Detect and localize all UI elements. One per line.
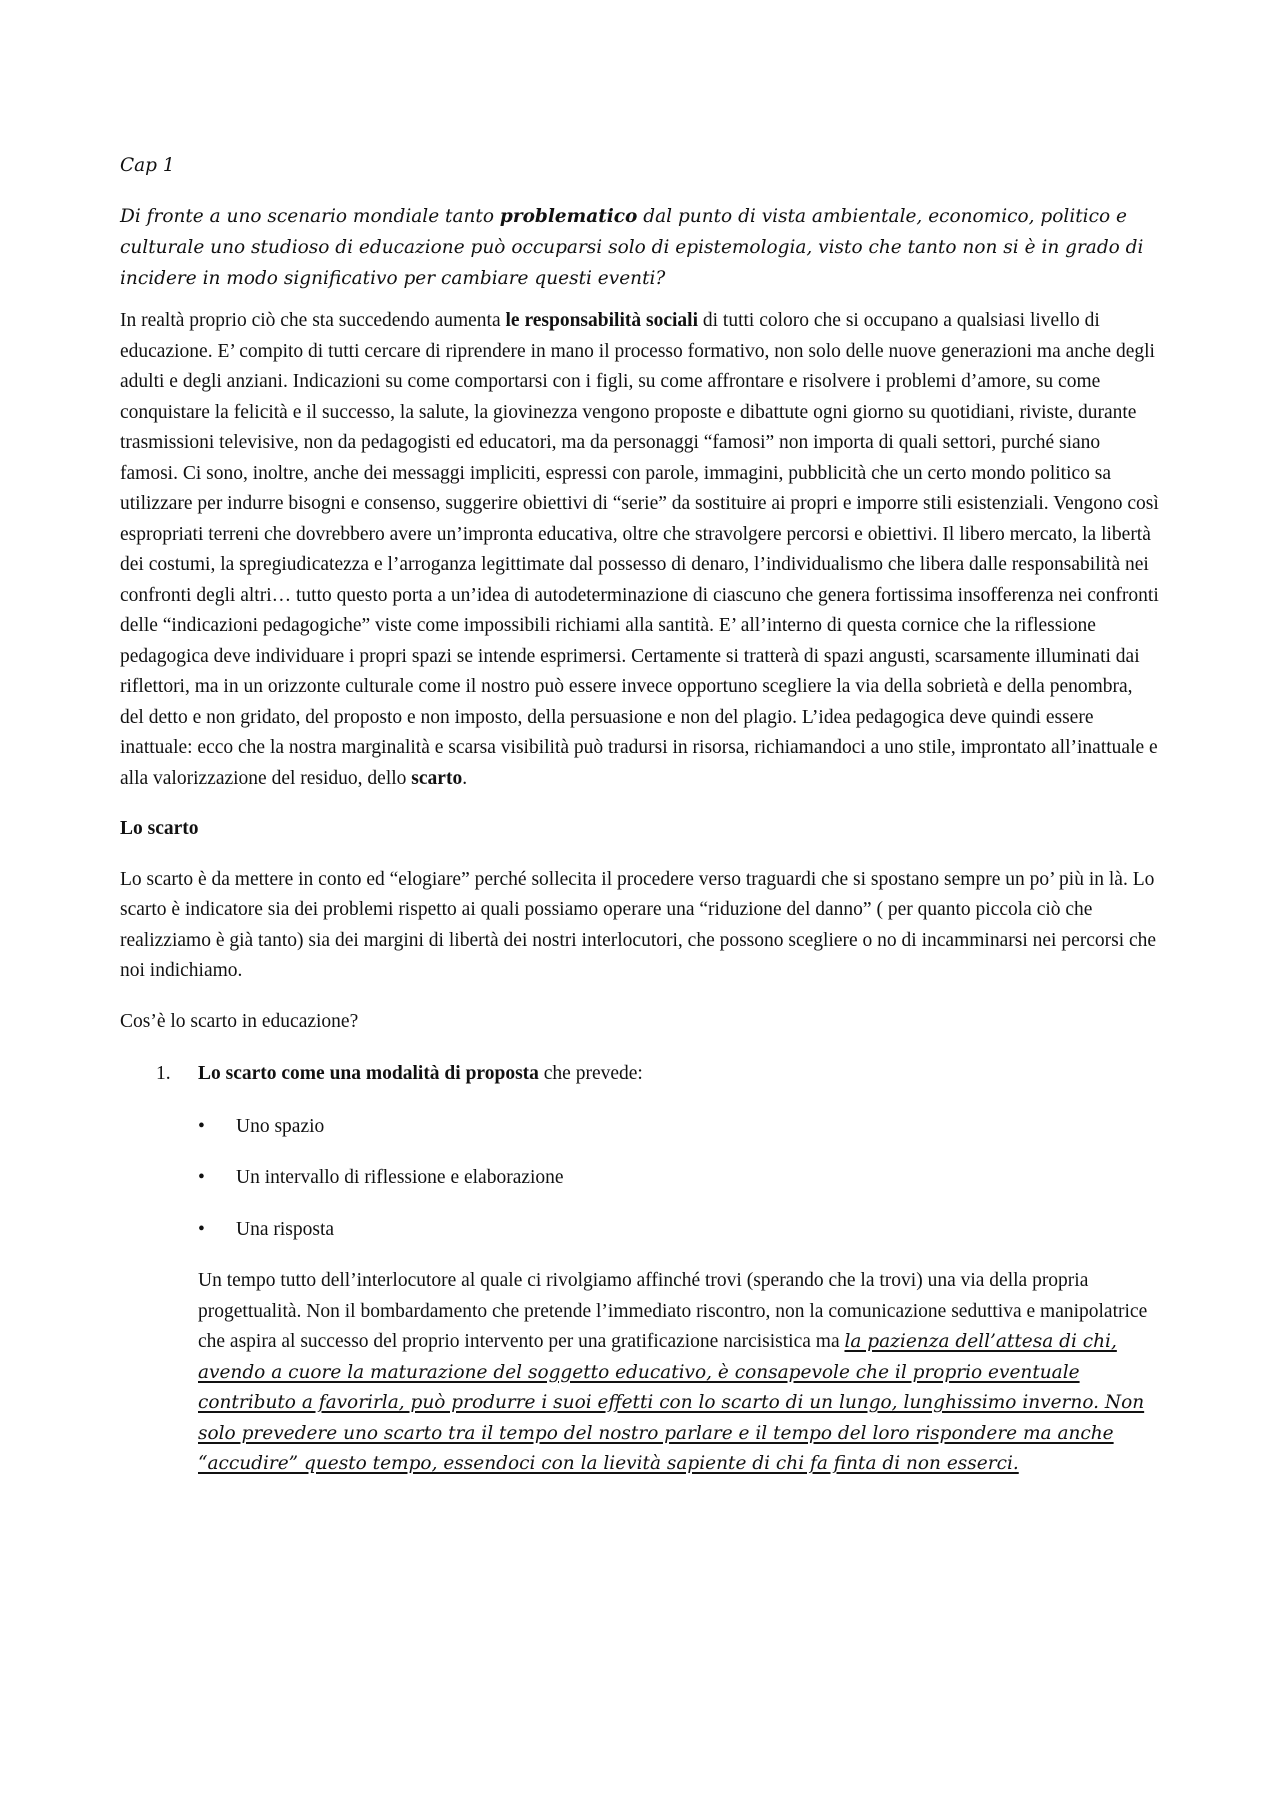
list-item-title: Lo scarto come una modalità di proposta [198, 1063, 539, 1084]
document-page [120, 150, 1160, 1480]
list-item: • Un intervallo di riflessione e elaborazione [198, 1163, 1160, 1194]
paragraph-scarto: Lo scarto è da mettere in conto ed “elogiare” perché sollecita il procedere verso traguardi che si spostano sempre un po’ più in là. Lo scarto è indicatore sia dei problemi rispetto ai quali possiamo operare una “riduzione del danno” ( per quanto piccola ciò che realizziamo è già tanto) sia dei margini di libertà dei nostri interlocutori, che possono scegliere o no di incamminarsi nei percorsi che noi indichiamo. [120, 868, 1157, 981]
bold-term: scarto [411, 767, 463, 789]
intro-question: Di fronte a uno scenario mondiale tanto problematico dal punto di vista ambientale, economico, politico e culturale uno studioso di educazione può occuparsi solo di epistemologia, visto che tanto non si è in grado di incidere in modo significativo per cambiare questi eventi? [120, 206, 1144, 289]
bold-term: problematico [499, 206, 638, 227]
bullet-list [198, 1112, 1160, 1246]
underlined-passage: la pazienza dell’attesa di chi, avendo a cuore la maturazione del soggetto educativo, è consapevole che il proprio eventuale contributo a favorirla, può produrre i suoi effetti con lo scarto di un lungo, lunghissimo inverno. Non solo prevedere uno scarto tra il tempo del nostro parlare e il tempo del loro rispondere ma anche “accudire” questo tempo, essendoci con la lievità sapiente di chi fa finta di non esserci. [198, 1331, 1145, 1474]
paragraph-responsabilita: In realtà proprio ciò che sta succedendo aumenta le responsabilità sociali di tutti coloro che si occupano a qualsiasi livello di educazione. E’ compito di tutti cercare di riprendere in mano il processo formativo, non solo delle nuove generazioni ma anche degli adulti e degli anziani. Indicazioni su come comportarsi con i figli, su come affrontare e risolvere i problemi d’amore, su come conquistare la felicità e il successo, la salute, la giovinezza vengono proposte e dibattute ogni giorno su quotidiani, riviste, durante trasmissioni televisive, non da pedagogisti ed educatori, ma da personaggi “famosi” non importa di quali settori, purché siano famosi. Ci sono, inoltre, anche dei messaggi impliciti, espressi con parole, immagini, pubblicità che un certo mondo politico sa utilizzare per indurre bisogni e consenso, suggerire obiettivi di “serie” da sostituire ai propri e imporre stili esistenziali. Vengono così espropriati terreni che dovrebbero avere un’impronta educativa, oltre che stravolgere percorsi e obiettivi. Il libero mercato, la libertà dei costumi, la spregiudicatezza e l’arroganza legittimate dal possesso di denaro, l’individualismo che libera dalle responsabilità nei confronti degli altri… tutto questo porta a un’idea di autodeterminazione di ciascuno che genera fortissima insofferenza nei confronti delle “indicazioni pedagogiche” viste come impossibili richiami alla santità. E’ all’interno di questa cornice che la riflessione pedagogica deve individuare i propri spazi se intende esprimersi. Certamente si tratterà di spazi angusti, scarsamente illuminati dai riflettori, ma in un orizzonte culturale come il nostro può essere invece opportuno scegliere la via della sobrietà e della penombra, del detto e non gridato, del proposto e non imposto, della persuasione e non del plagio. L’idea pedagogica deve quindi essere inattuale: ecco che la nostra marginalità e scarsa visibilità può tradursi in risorsa, richiamandoci a uno stile, improntato all’inattuale e alla valorizzazione del residuo, dello scarto. [120, 310, 1159, 789]
bold-term: le responsabilità sociali [505, 310, 698, 331]
list-item: • Una risposta [198, 1215, 1160, 1246]
list-number: 1. [156, 1063, 171, 1084]
question-scarto: Cos’è lo scarto in educazione? [120, 1010, 359, 1032]
bullet-icon: • [198, 1218, 205, 1240]
bullet-icon: • [198, 1167, 205, 1188]
numbered-list-item: 1. Lo scarto come una modalità di proposta che prevede: [198, 1059, 1160, 1090]
chapter-label: Cap 1 [120, 155, 175, 176]
section-heading: Lo scarto [120, 818, 199, 839]
list-item: • Uno spazio [198, 1112, 1160, 1143]
paragraph-tempo: Un tempo tutto dell’interlocutore al quale ci rivolgiamo affinché trovi (sperando che la trovi) una via della propria progettualità. Non il bombardamento che pretende l’immediato riscontro, non la comunicazione seduttiva e manipolatrice che aspira al successo del proprio intervento per una gratificazione narcisistica ma la pazienza dell’attesa di chi, avendo a cuore la maturazione del soggetto educativo, è consapevole che il proprio eventuale contributo a favorirla, può produrre i suoi effetti con lo scarto di un lungo, lunghissimo inverno. Non solo prevedere uno scarto tra il tempo del nostro parlare e il tempo del loro rispondere ma anche “accudire” questo tempo, essendoci con la lievità sapiente di chi fa finta di non esserci. [198, 1270, 1148, 1474]
bullet-icon: • [198, 1115, 205, 1137]
